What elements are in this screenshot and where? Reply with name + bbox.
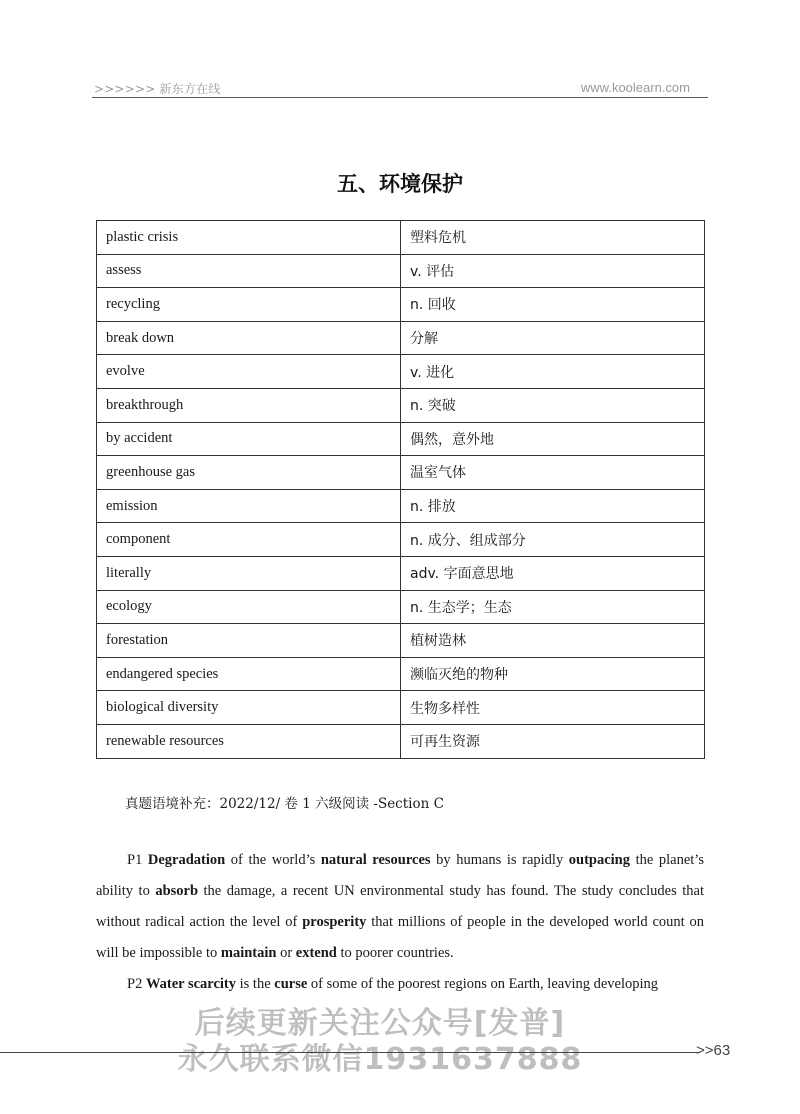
watermark-line-1: 后续更新关注公众号[发普]: [194, 1006, 566, 1041]
keyword: Degradation: [147, 852, 226, 868]
table-row: [97, 456, 705, 490]
keyword: curse: [274, 976, 308, 992]
text-segment: by humans is rapidly: [430, 852, 569, 868]
text-segment: the planet’s ability to: [96, 852, 704, 899]
term-chinese: 塑料危机: [401, 221, 705, 255]
vocabulary-table: [96, 220, 705, 759]
term-chinese: 濒临灭绝的物种: [401, 657, 705, 691]
table-row: [97, 590, 705, 624]
term-chinese: v. 评估: [401, 254, 705, 288]
term-chinese: 生物多样性: [401, 691, 705, 725]
term-english: biological diversity: [97, 691, 401, 725]
table-row: [97, 321, 705, 355]
term-english: assess: [97, 254, 401, 288]
paragraph-p1: [96, 845, 704, 969]
keyword: Water scarcity: [145, 976, 237, 992]
text-segment: P1: [127, 852, 148, 868]
term-english: forestation: [97, 624, 401, 658]
term-english: plastic crisis: [97, 221, 401, 255]
page-number: >>63: [696, 1042, 731, 1059]
term-chinese: 分解: [401, 321, 705, 355]
text-segment: to poorer countries.: [336, 945, 454, 961]
table-row: [97, 422, 705, 456]
term-chinese: adv. 字面意思地: [401, 556, 705, 590]
term-chinese: n. 生态学；生态: [401, 590, 705, 624]
text-segment: the damage, a recent UN environmental study has found. The study concludes that without radical action the level of: [96, 883, 704, 930]
term-chinese: 偶然，意外地: [401, 422, 705, 456]
term-chinese: 可再生资源: [401, 724, 705, 758]
table-row: [97, 657, 705, 691]
table-row: [97, 724, 705, 758]
source-line: 真题语境补充：2022/12/ 卷 1 六级阅读 -Section C: [125, 796, 444, 812]
vocabulary-table-body: [97, 221, 705, 759]
table-row: [97, 388, 705, 422]
text-segment: or: [276, 945, 296, 961]
text-segment: of the world’s: [225, 852, 321, 868]
term-english: literally: [97, 556, 401, 590]
header-divider: [92, 97, 708, 98]
table-row: [97, 221, 705, 255]
table-row: [97, 288, 705, 322]
term-english: recycling: [97, 288, 401, 322]
term-english: evolve: [97, 355, 401, 389]
text-segment: of some of the poorest regions on Earth, leaving developing: [307, 976, 659, 992]
footer-divider: [0, 1052, 700, 1053]
term-chinese: v. 进化: [401, 355, 705, 389]
term-english: endangered species: [97, 657, 401, 691]
table-row: [97, 691, 705, 725]
term-english: ecology: [97, 590, 401, 624]
table-row: [97, 523, 705, 557]
term-chinese: n. 突破: [401, 388, 705, 422]
keyword: maintain: [220, 945, 277, 961]
text-segment: is the: [236, 976, 275, 992]
table-row: [97, 624, 705, 658]
table-row: [97, 489, 705, 523]
paragraph-p2: [96, 969, 704, 1000]
term-english: emission: [97, 489, 401, 523]
header-brand: >>>>>> 新东方在线: [94, 82, 221, 96]
term-english: breakthrough: [97, 388, 401, 422]
term-english: by accident: [97, 422, 401, 456]
table-row: [97, 556, 705, 590]
keyword: absorb: [155, 883, 199, 899]
term-english: greenhouse gas: [97, 456, 401, 490]
term-chinese: n. 排放: [401, 489, 705, 523]
text-segment: P2: [127, 976, 146, 992]
keyword: prosperity: [302, 914, 367, 930]
keyword: outpacing: [568, 852, 631, 868]
table-row: [97, 355, 705, 389]
term-english: break down: [97, 321, 401, 355]
section-title: 五、环境保护: [337, 172, 463, 196]
term-chinese: n. 回收: [401, 288, 705, 322]
term-chinese: 植树造林: [401, 624, 705, 658]
keyword: extend: [295, 945, 337, 961]
table-row: [97, 254, 705, 288]
keyword: natural resources: [320, 852, 431, 868]
term-chinese: 温室气体: [401, 456, 705, 490]
text-segment: that millions of people in the developed world count on will be impossible to: [96, 914, 704, 961]
watermark-line-2: 永久联系微信1931637888: [177, 1042, 583, 1077]
header-website: www.koolearn.com: [580, 80, 690, 95]
term-english: renewable resources: [97, 724, 401, 758]
term-chinese: n. 成分、组成部分: [401, 523, 705, 557]
term-english: component: [97, 523, 401, 557]
